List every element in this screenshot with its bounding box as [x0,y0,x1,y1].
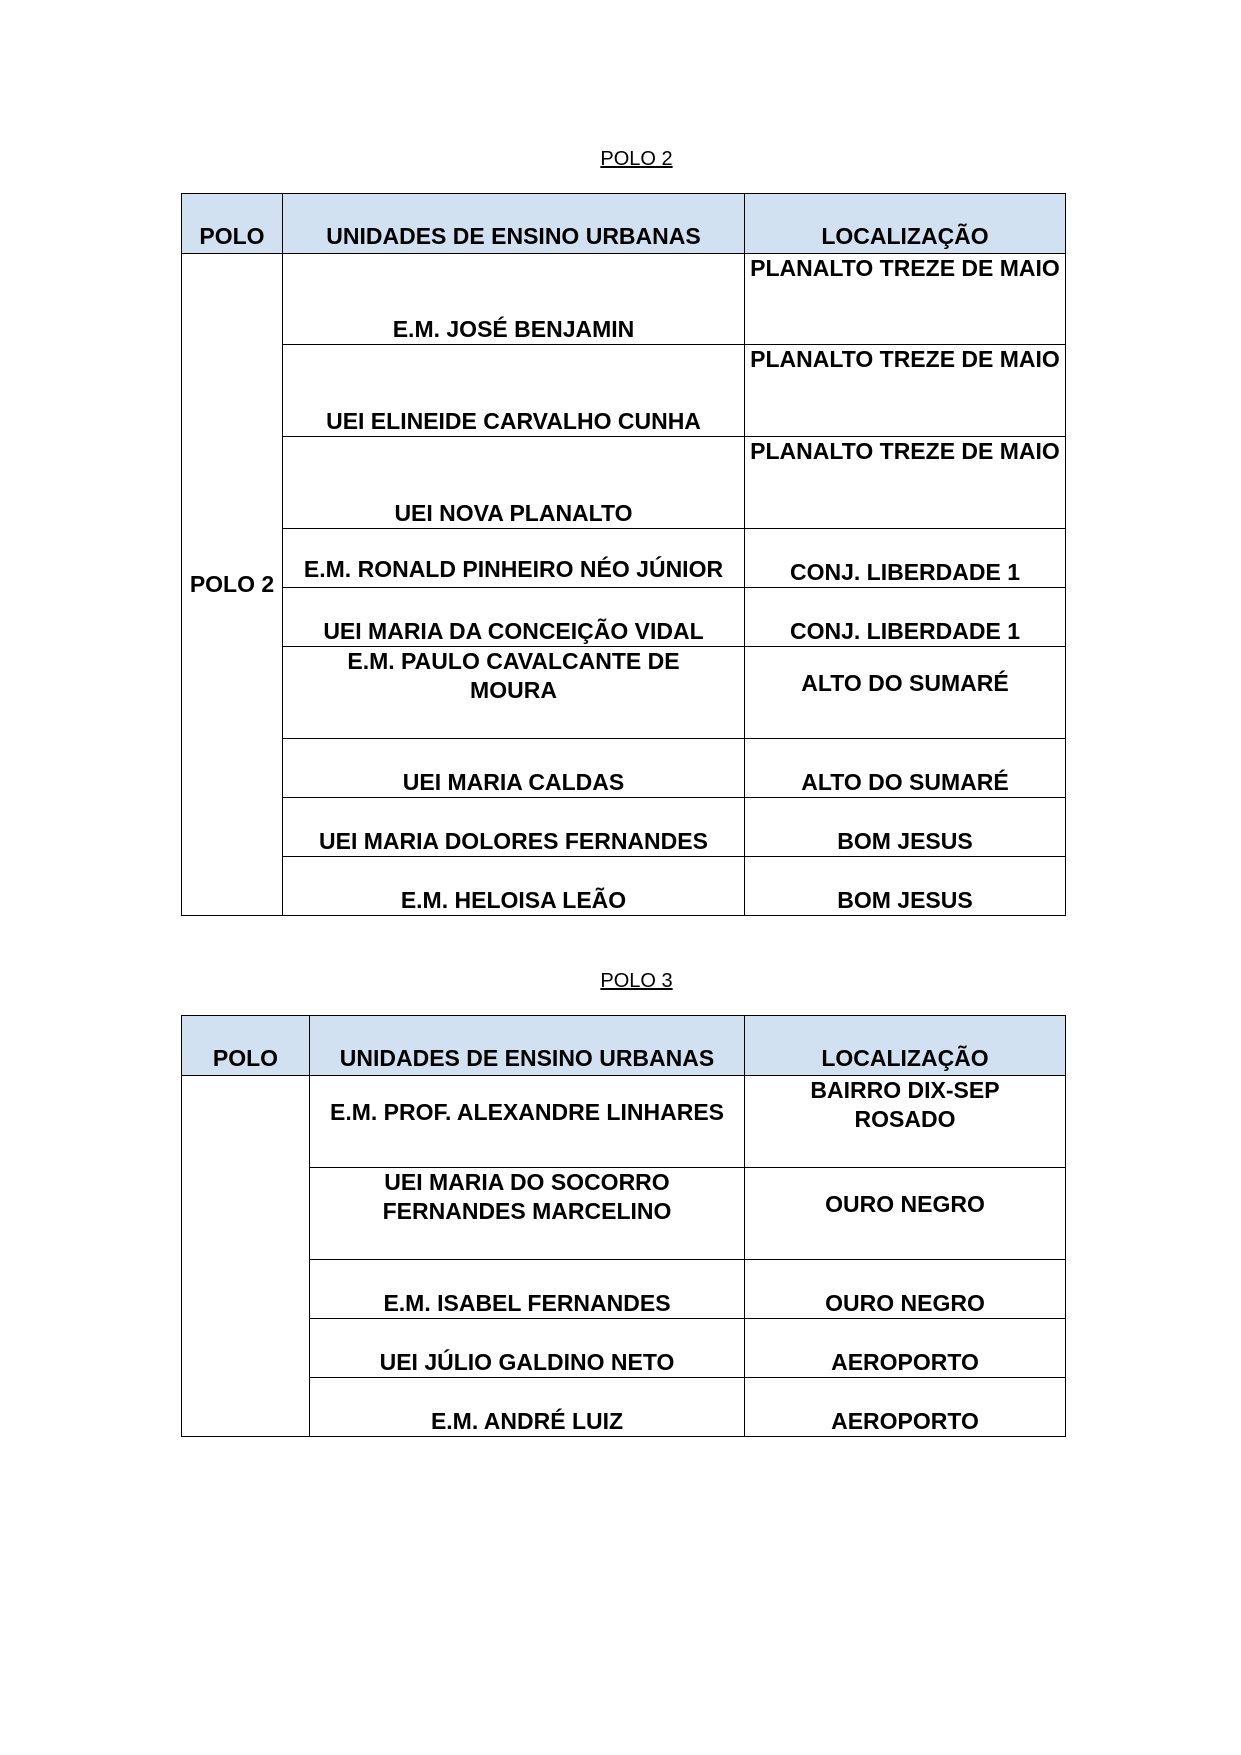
localizacao-cell: ALTO DO SUMARÉ [745,647,1066,739]
polo-cell: POLO 2 [182,254,283,916]
localizacao-cell: ALTO DO SUMARÉ [745,739,1066,798]
unidade-cell: E.M. JOSÉ BENJAMIN [283,254,745,345]
polo3-table [181,1015,1066,1437]
unidade-cell: UEI NOVA PLANALTO [283,437,745,529]
header-polo: POLO [182,1016,310,1076]
polo2-title: POLO 2 [600,148,673,170]
table-row [182,798,1066,857]
localizacao-cell: PLANALTO TREZE DE MAIO [745,254,1066,345]
table-row [182,739,1066,798]
localizacao-cell: OURO NEGRO [745,1260,1066,1319]
header-localizacao: LOCALIZAÇÃO [745,194,1066,254]
table-row [182,437,1066,529]
table-row [182,529,1066,588]
header-localizacao: LOCALIZAÇÃO [745,1016,1066,1076]
unidade-cell: E.M. PROF. ALEXANDRE LINHARES [310,1076,745,1168]
localizacao-cell: BAIRRO DIX-SEP ROSADO [745,1076,1066,1168]
localizacao-cell: BOM JESUS [745,857,1066,916]
table-row [182,1378,1066,1437]
header-polo: POLO [182,194,283,254]
table-header-row [182,1016,1066,1076]
table-row [182,647,1066,739]
header-unidades: UNIDADES DE ENSINO URBANAS [283,194,745,254]
table-row [182,254,1066,345]
unidade-cell: E.M. HELOISA LEÃO [283,857,745,916]
unidade-cell: UEI ELINEIDE CARVALHO CUNHA [283,345,745,437]
localizacao-cell: AEROPORTO [745,1378,1066,1437]
localizacao-cell: CONJ. LIBERDADE 1 [745,529,1066,588]
polo2-table [181,193,1066,916]
unidade-cell: UEI MARIA CALDAS [283,739,745,798]
localizacao-cell: AEROPORTO [745,1319,1066,1378]
header-unidades: UNIDADES DE ENSINO URBANAS [310,1016,745,1076]
localizacao-cell: PLANALTO TREZE DE MAIO [745,345,1066,437]
table-row [182,1168,1066,1260]
table-row [182,1260,1066,1319]
localizacao-cell: CONJ. LIBERDADE 1 [745,588,1066,647]
unidade-cell: E.M. ISABEL FERNANDES [310,1260,745,1319]
unidade-cell: E.M. RONALD PINHEIRO NÉO JÚNIOR [283,529,745,588]
table-row [182,1076,1066,1168]
table-row [182,857,1066,916]
table-row [182,345,1066,437]
unidade-cell: E.M. ANDRÉ LUIZ [310,1378,745,1437]
table-header-row [182,194,1066,254]
unidade-cell: UEI MARIA DO SOCORRO FERNANDES MARCELINO [310,1168,745,1260]
localizacao-cell: PLANALTO TREZE DE MAIO [745,437,1066,529]
unidade-cell: UEI MARIA DA CONCEIÇÃO VIDAL [283,588,745,647]
polo3-title: POLO 3 [600,970,673,992]
unidade-cell: UEI JÚLIO GALDINO NETO [310,1319,745,1378]
table-row [182,588,1066,647]
localizacao-cell: BOM JESUS [745,798,1066,857]
polo-cell [182,1076,310,1437]
localizacao-cell: OURO NEGRO [745,1168,1066,1260]
unidade-cell: UEI MARIA DOLORES FERNANDES [283,798,745,857]
unidade-cell: E.M. PAULO CAVALCANTE DE MOURA [283,647,745,739]
table-row [182,1319,1066,1378]
